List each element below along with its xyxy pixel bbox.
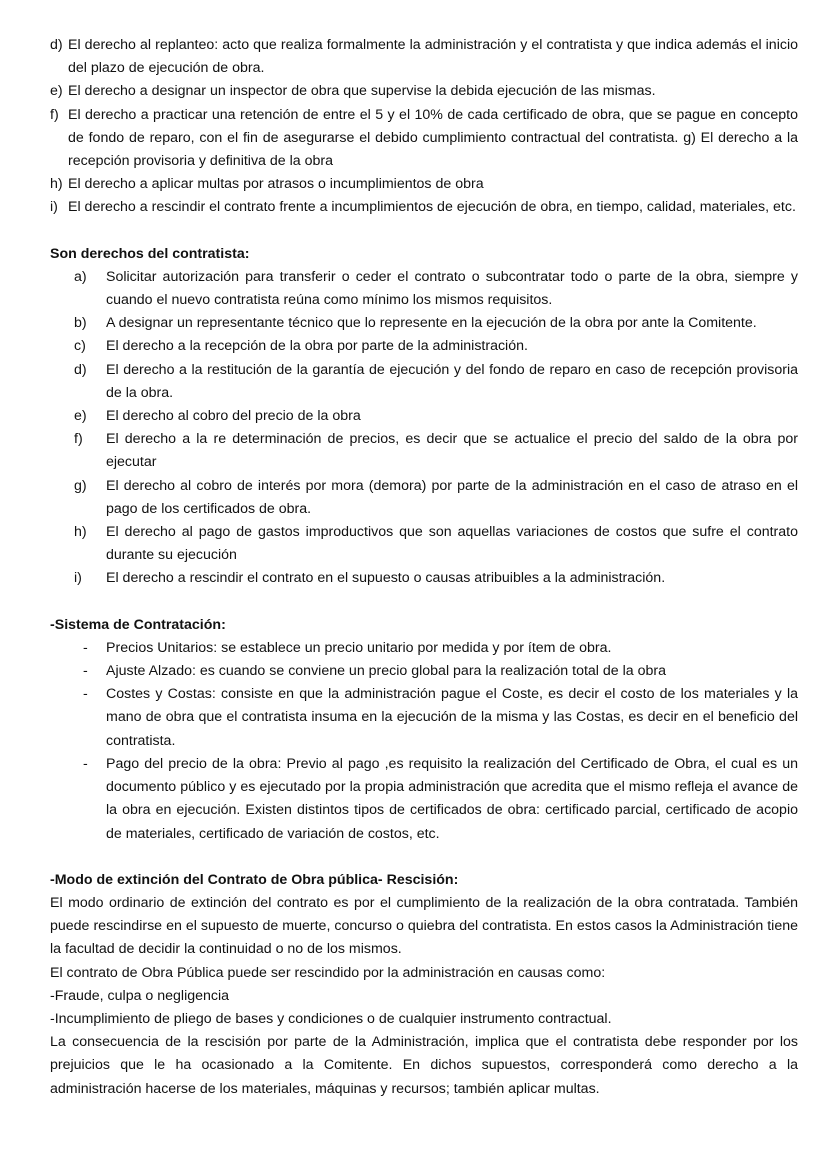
list-item-text: El derecho a la recepción de la obra por parte de la administración. <box>106 338 528 355</box>
list-item-text: El derecho a la restitución de la garantía de ejecución y del fondo de reparo en caso de recepción provisoria de la obra. <box>106 361 798 401</box>
list-marker: d) <box>50 37 63 53</box>
list-marker: - <box>83 686 88 703</box>
list-item-text: El derecho a rescindir el contrato frente a incumplimientos de ejecución de obra, en tiempo, calidad, materiales, etc. <box>68 199 796 216</box>
list-item-text: El derecho a rescindir el contrato en el supuesto o causas atribuibles a la administración. <box>106 570 666 587</box>
spacer <box>50 591 798 614</box>
list-item <box>50 405 798 428</box>
list-item <box>50 753 798 846</box>
termination-heading: -Modo de extinción del Contrato de Obra pública- Rescisión: <box>50 871 459 888</box>
list-marker: d) <box>74 361 87 378</box>
list-item <box>50 34 798 80</box>
spacer <box>50 846 798 869</box>
list-marker: e) <box>74 408 87 425</box>
list-item <box>50 335 798 358</box>
list-item-text: El derecho a la re determinación de precios, es decir que se actualice el precio del saldo de la obra por ejecutar <box>106 431 798 471</box>
list-item <box>50 660 798 683</box>
list-item-text: Costes y Costas: consiste en que la administración pague el Coste, es decir el costo de los materiales y la mano de obra que el contratista insuma en la ejecución de la misma y las Costas, es decir en el beneficio del contratista. <box>106 686 798 749</box>
list-item-text: El derecho al cobro de interés por mora (demora) por parte de la administración en el caso de atraso en el pago de los certificados de obra. <box>106 477 798 517</box>
list-item <box>50 428 798 474</box>
contractor-rights-list <box>50 266 798 591</box>
list-marker: e) <box>50 83 63 100</box>
list-marker: i) <box>50 199 58 216</box>
list-marker: h) <box>74 524 87 541</box>
contracting-system-heading: -Sistema de Contratación: <box>50 616 226 633</box>
list-item <box>50 80 798 103</box>
list-item <box>50 104 798 174</box>
paragraph: La consecuencia de la rescisión por parte de la Administración, implica que el contratista debe responder por los prejuicios que le ha ocasionado a la Comitente. En dichos supuestos, corresponderá como derecho a la administración hacerse de los materiales, máquinas y recursos; también aplicar multas. <box>50 1034 798 1097</box>
list-item-text: El derecho al pago de gastos improductivos que son aquellas variaciones de costos que sufre el contrato durante su ejecución <box>106 524 798 564</box>
paragraph: -Incumplimiento de pliego de bases y condiciones o de cualquier instrumento contractual. <box>50 1010 612 1027</box>
list-item-text: Solicitar autorización para transferir o ceder el contrato o subcontratar todo o parte de la obra, siempre y cuando el nuevo contratista reúna como mínimo los mismos requisitos. <box>106 268 798 309</box>
list-item-text: El derecho a practicar una retención de entre el 5 y el 10% de cada certificado de obra, que se pague en concepto de fondo de reparo, con el fin de asegurarse el debido cumplimiento contractual del contratista. g) El derecho a la recepción provisoria y definitiva de la obra <box>68 106 798 170</box>
list-marker: - <box>83 639 88 656</box>
owner-rights-list <box>50 34 798 220</box>
paragraph: -Fraude, culpa o negligencia <box>50 987 230 1004</box>
list-marker: b) <box>74 315 87 332</box>
list-item <box>50 567 798 590</box>
list-marker: c) <box>74 338 86 355</box>
list-marker: f) <box>74 431 83 448</box>
list-item-text: A designar un representante técnico que lo represente en la ejecución de la obra por ante la Comitente. <box>106 315 757 332</box>
list-item-text: Pago del precio de la obra: Previo al pago ,es requisito la realización del Certificado de Obra, el cual es un documento público y es ejecutado por la propia administración que acredita que el mismo refleja el avance de la obra en ejecución. Existen distintos tipos de certificados de obra: certificado parcial, certificado de acopio de materiales, certificado de variación de costos, etc. <box>106 755 798 842</box>
spacer <box>50 220 798 243</box>
list-item <box>50 173 798 196</box>
list-item-text: El derecho al cobro del precio de la obra <box>106 408 361 425</box>
list-item <box>50 683 798 753</box>
list-item <box>50 196 798 219</box>
contractor-rights-heading: Son derechos del contratista: <box>50 245 250 262</box>
list-marker: h) <box>50 176 63 193</box>
list-item <box>50 475 798 521</box>
list-item-text: Ajuste Alzado: es cuando se conviene un precio global para la realización total de la obra <box>106 663 666 680</box>
list-marker: - <box>83 755 88 772</box>
list-marker: a) <box>74 268 87 285</box>
list-item-text: El derecho al replanteo: acto que realiza formalmente la administración y el contratista y que indica además el inicio del plazo de ejecución de obra. <box>68 37 798 77</box>
list-item <box>50 521 798 567</box>
list-marker: - <box>83 663 88 680</box>
list-item <box>50 637 798 660</box>
list-item <box>50 312 798 335</box>
contracting-system-list <box>50 637 798 846</box>
list-item <box>50 359 798 405</box>
list-item-text: Precios Unitarios: se establece un precio unitario por medida y por ítem de obra. <box>106 639 612 656</box>
paragraph: El contrato de Obra Pública puede ser rescindido por la administración en causas como: <box>50 964 606 981</box>
paragraph: El modo ordinario de extinción del contrato es por el cumplimiento de la realización de la obra contratada. También puede rescindirse en el supuesto de muerte, concurso o quiebra del contratista. En estos casos la Administración tiene la facultad de decidir la continuidad o no de los mismos. <box>50 894 798 958</box>
list-marker: f) <box>50 106 59 123</box>
list-marker: g) <box>74 477 87 494</box>
list-item <box>50 266 798 312</box>
list-item-text: El derecho a aplicar multas por atrasos o incumplimientos de obra <box>68 176 484 193</box>
list-item-text: El derecho a designar un inspector de obra que supervise la debida ejecución de las mismas. <box>68 83 656 100</box>
list-marker: i) <box>74 570 82 587</box>
